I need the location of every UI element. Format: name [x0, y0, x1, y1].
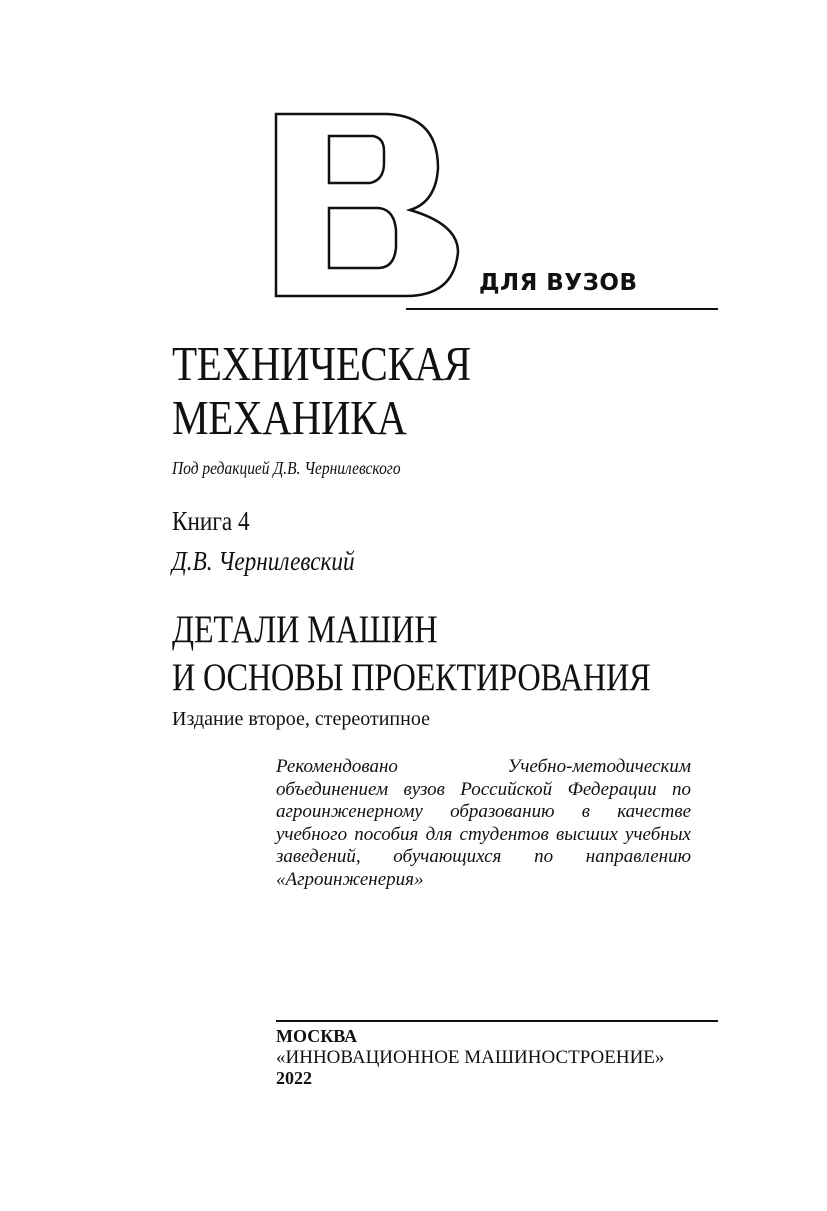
recommendation-text: Рекомендовано Учебно-методическим объединением вузов Российской Федерации по агроинженерному образованию в качестве учебного пособия для студентов высших учебных заведений, обучающихся по направлению «Агроинженерия» [276, 756, 691, 890]
imprint-publisher: «ИННОВАЦИОННОЕ МАШИНОСТРОЕНИЕ» [276, 1047, 665, 1068]
imprint [276, 1026, 664, 1089]
imprint-year: 2022 [276, 1068, 312, 1088]
book-subtitle [172, 606, 650, 702]
series-logo-icon [274, 112, 460, 298]
book-number: Книга 4 [172, 506, 250, 536]
book-subtitle-line-2: И ОСНОВЫ ПРОЕКТИРОВАНИЯ [172, 656, 651, 699]
book-title-line-2: МЕХАНИКА [172, 390, 407, 445]
author-name: Д.В. Чернилевский [172, 546, 355, 576]
imprint-rule [276, 1020, 718, 1022]
book-title [172, 337, 471, 445]
header-rule [406, 308, 718, 310]
series-label: ДЛЯ ВУЗОВ [479, 270, 638, 296]
book-subtitle-line-1: ДЕТАЛИ МАШИН [172, 608, 438, 651]
book-title-line-1: ТЕХНИЧЕСКАЯ [172, 336, 471, 391]
edition-note: Издание второе, стереотипное [172, 708, 430, 730]
imprint-city: МОСКВА [276, 1026, 358, 1046]
editor-credit: Под редакцией Д.В. Чернилевского [172, 458, 401, 478]
